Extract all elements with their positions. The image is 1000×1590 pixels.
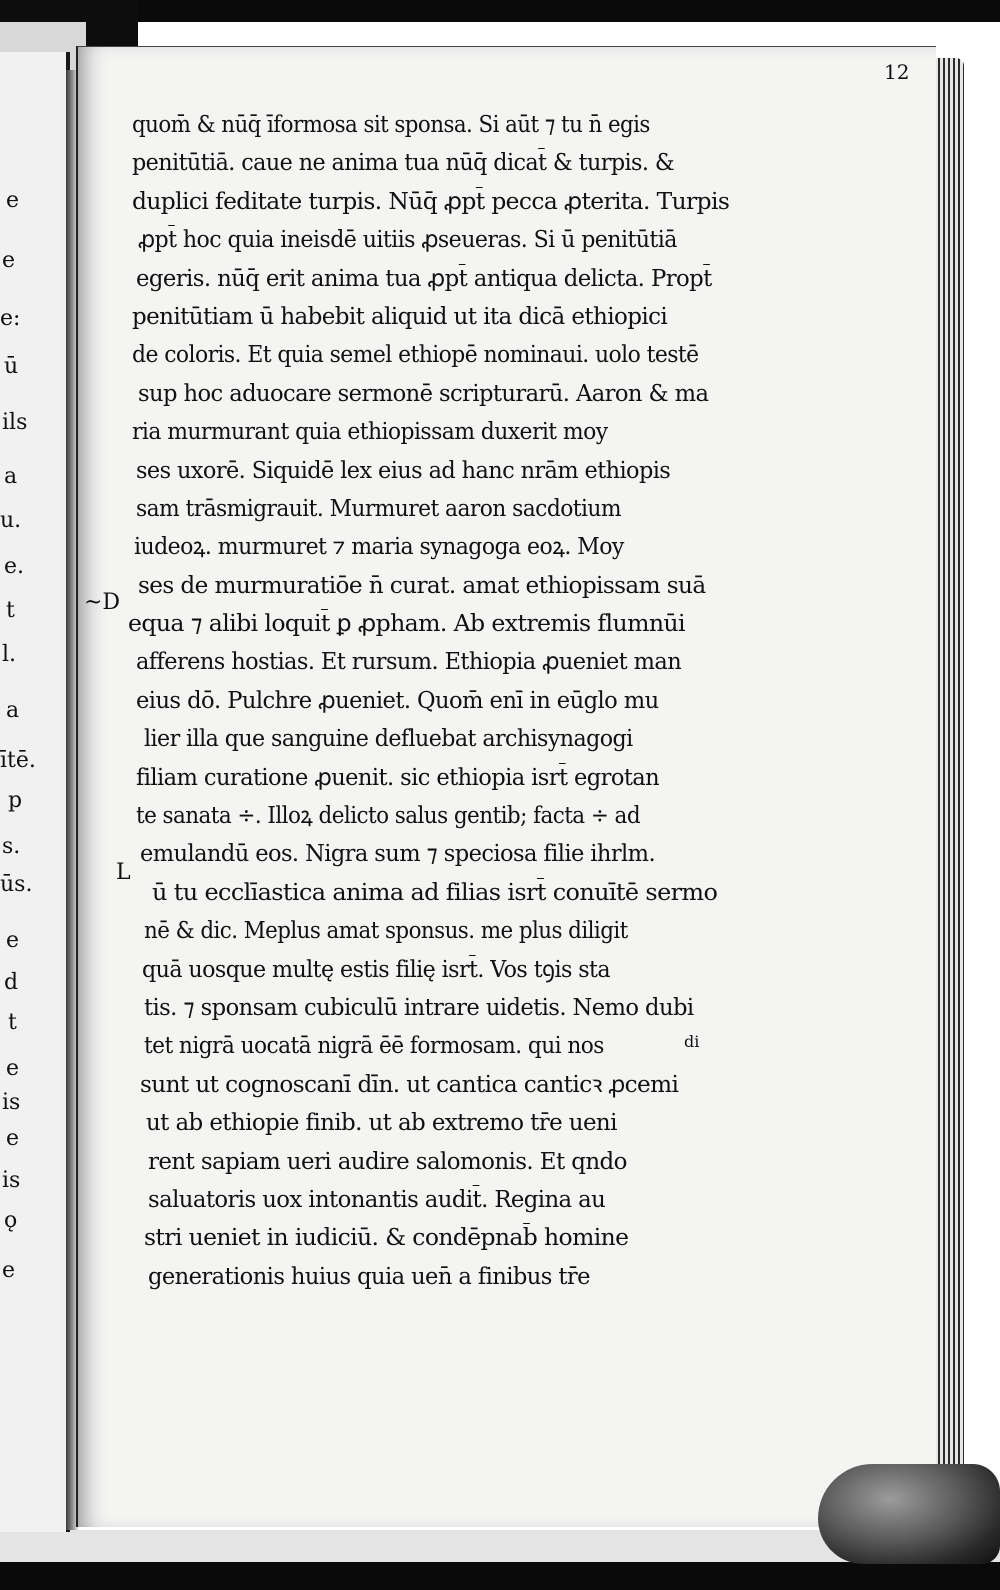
facing-page-fragment: e: [2, 1258, 16, 1283]
manuscript-line: quom̄ & nūq̄ īformosa sit sponsa. Si aūt ⁊ tu n̄ egis: [132, 112, 650, 138]
manuscript-line: quā uosque multę estis filię isrt̄. Vos tꝯis sta: [142, 956, 611, 983]
manuscript-line: eius dō. Pulchre ꝓueniet. Quom̄ enī in eūglo mu: [136, 687, 659, 714]
manuscript-line: afferens hostias. Et rursum. Ethiopia ꝓueniet man: [136, 649, 682, 676]
facing-page-fragment: e.: [4, 554, 25, 579]
facing-page-fragment: ū: [4, 354, 19, 379]
facing-page-fragment: d: [4, 970, 19, 995]
manuscript-line: nē & dic. Meplus amat sponsus. me plus diligit: [144, 918, 628, 945]
facing-page-fragment: s.: [2, 834, 21, 859]
manuscript-line: penitūtiam ū habebit aliquid ut ita dicā ethiopici: [132, 303, 668, 330]
manuscript-line: de coloris. Et quia semel ethiopē nominaui. uolo testē: [132, 342, 699, 369]
manuscript-line: equa ⁊ alibi loquit̄ ꝑ ꝓpham. Ab extremis flumnūi: [128, 611, 685, 638]
manuscript-line: sup hoc aduocare sermonē scripturarū. Aaron & ma: [138, 380, 709, 407]
manuscript-line: lier illa que sanguine defluebat archisynagogi: [144, 726, 633, 753]
manuscript-line: tet nigrā uocatā nigrā ēē formosam. qui nos: [144, 1033, 604, 1060]
folio-number: 12: [884, 60, 910, 84]
facing-page-fragment: t: [6, 598, 15, 623]
manuscript-line: tis. ⁊ sponsam cubiculū intrare uidetis. Nemo dubi: [144, 994, 694, 1021]
manuscript-line: ut ab ethiopie finib. ut ab extremo tr̄e ueni: [146, 1110, 617, 1137]
manuscript-line: generationis huius quia uen̄ a finibus tr̄e: [148, 1263, 590, 1290]
manuscript-line: egeris. nūq̄ erit anima tua ꝓpt̄ antiqua delicta. Propt̄: [136, 265, 712, 292]
manuscript-line: penitūtiā. caue ne anima tua nūq̄ dicat̄ & turpis. &: [132, 150, 675, 177]
facing-page-fragment: a: [4, 464, 18, 489]
facing-page-fragment: l.: [2, 642, 17, 667]
manuscript-text-block: [128, 106, 752, 1296]
facing-page-fragment: t: [8, 1010, 17, 1035]
facing-page-fragment: e: [6, 1056, 20, 1081]
manuscript-line: filiam curatione ꝓuenit. sic ethiopia isrt̄ egrotan: [136, 764, 660, 791]
facing-page-fragment: is: [2, 1168, 21, 1193]
facing-page-fragment: a: [6, 698, 20, 723]
facing-page-fragment: is: [2, 1090, 21, 1115]
manuscript-line: ꝓpt̄ hoc quia ineisdē uitiis ꝓseueras. Si ū penitūtiā: [138, 227, 677, 254]
facing-page-fragment: ils: [2, 410, 28, 435]
thumb-holding-page: [818, 1464, 1000, 1564]
facing-page-left: [0, 52, 70, 1532]
manuscript-line: ria murmurant quia ethiopissam duxerit moy: [132, 419, 608, 446]
facing-page-fragment: u.: [0, 508, 22, 533]
manuscript-line: sunt ut cognoscanī dīn. ut cantica canticꝛ ꝓcemi: [140, 1071, 679, 1098]
margin-note-initial: L: [116, 860, 131, 885]
manuscript-line: ses uxorē. Siquidē lex eius ad hanc nrām ethiopis: [136, 457, 671, 484]
facing-page-fragment: e:: [0, 306, 21, 331]
manuscript-line: stri ueniet in iudiciū. & condēpnab̄ homine: [144, 1225, 629, 1252]
interlinear-gloss: di: [684, 1032, 700, 1051]
facing-page-fragment: e: [6, 1126, 20, 1151]
manuscript-line: sam trāsmigrauit. Murmuret aaron sacdotium: [136, 495, 621, 522]
manuscript-line: duplici feditate turpis. Nūq̄ ꝓpt̄ pecca ꝓterita. Turpis: [132, 188, 730, 215]
manuscript-line: rent sapiam ueri audire salomonis. Et qndo: [148, 1148, 627, 1175]
facing-page-fragment: e: [6, 188, 20, 213]
facing-page-fragment: ūs.: [0, 872, 33, 897]
facing-page-fragment: e: [6, 928, 20, 953]
facing-page-fragment: ǫ: [4, 1208, 18, 1233]
facing-page-fragment: p: [8, 788, 23, 813]
manuscript-line: te sanata ÷. Illoꝝ delicto salus gentib; facta ÷ ad: [136, 803, 641, 830]
manuscript-line: saluatoris uox intonantis audit̄. Regina au: [148, 1186, 606, 1213]
manuscript-line: iudeoꝝ. murmuret ⁊ maria synagoga eoꝝ. Moy: [134, 534, 624, 561]
scanner-bottom-border: [0, 1562, 1000, 1590]
margin-note-insertion-mark: ~D: [84, 590, 121, 615]
scanner-top-border: [0, 0, 1000, 22]
manuscript-line: ses de murmuratiōe n̄ curat. amat ethiopissam suā: [138, 572, 706, 599]
facing-page-fragment: e: [2, 248, 16, 273]
manuscript-line: emulandū eos. Nigra sum ⁊ speciosa filie ihrlm.: [140, 841, 656, 868]
facing-page-fragment: ītē.: [0, 748, 36, 773]
manuscript-line: ū tu ecclīastica anima ad filias isrt̄ conuītē sermo: [152, 879, 718, 906]
